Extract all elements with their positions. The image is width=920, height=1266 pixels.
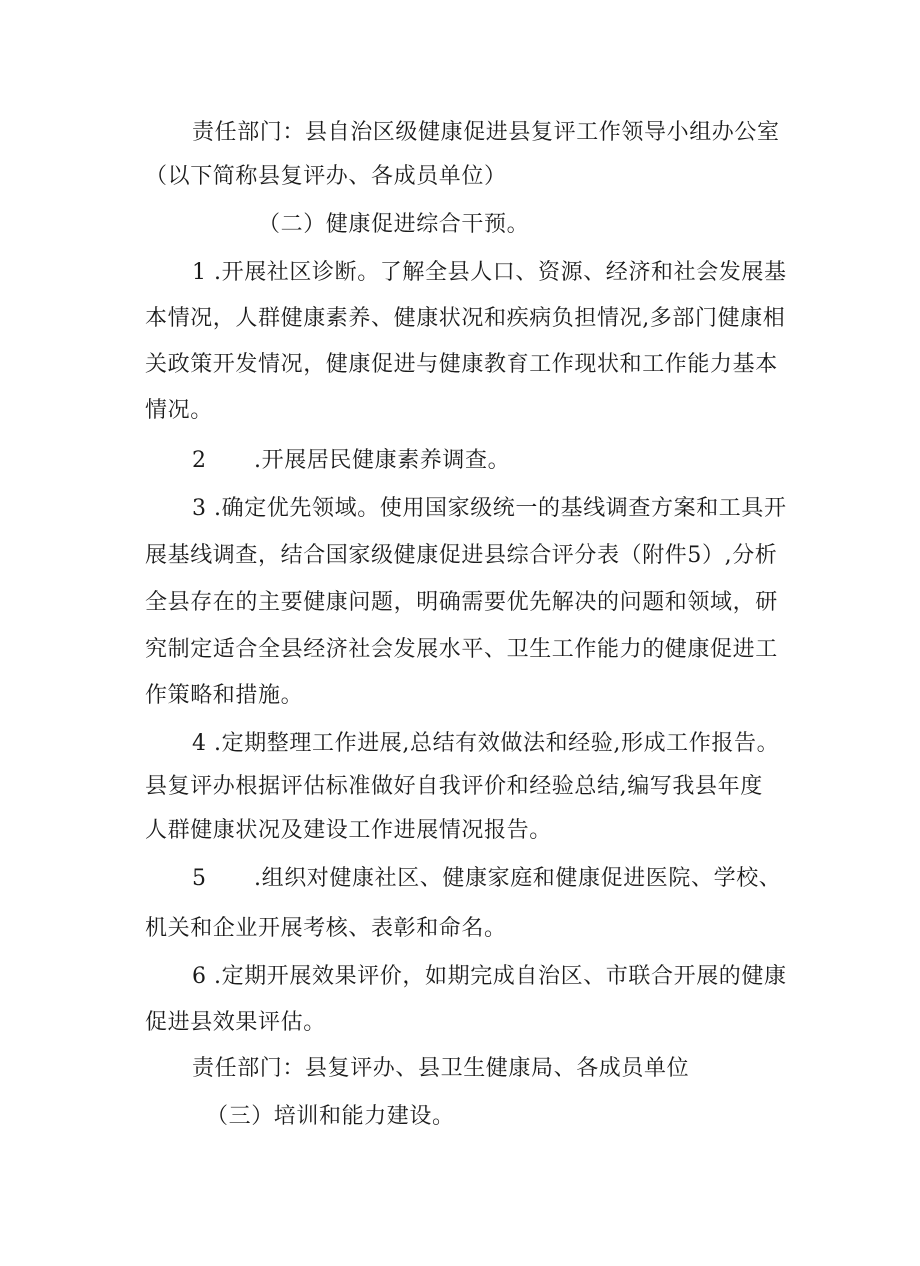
item-3-number: 3 bbox=[192, 496, 207, 521]
section-heading-3: （三）培训和能力建设。 bbox=[206, 1104, 455, 1129]
item-1-line-1 bbox=[192, 258, 787, 288]
section-heading-2: （二）健康促进综合干预。 bbox=[258, 212, 530, 237]
item-1-line-3: 关政策开发情况，健康促进与健康教育工作现状和工作能力基本 bbox=[145, 352, 778, 377]
item-6-text-1: .定期开展效果评价，如期完成自治区、市联合开展的健康 bbox=[214, 964, 787, 989]
item-2-number: 2 bbox=[192, 448, 207, 473]
item-1-line-2: 本情况，人群健康素养、健康状况和疾病负担情况,多部门健康相 bbox=[145, 306, 786, 331]
item-2-text-1: .开展居民健康素养调查。 bbox=[254, 448, 511, 473]
item-6-line-1 bbox=[192, 962, 787, 992]
item-4-text-1: .定期整理工作进展,总结有效做法和经验,形成工作报告。 bbox=[214, 731, 780, 756]
item-4-line-1 bbox=[192, 729, 779, 759]
item-3-line-3: 全县存在的主要健康问题，明确需要优先解决的问题和领域，研 bbox=[145, 590, 778, 615]
item-3-line-4: 究制定适合全县经济社会发展水平、卫生工作能力的健康促进工 bbox=[145, 637, 778, 662]
item-5-number: 5 bbox=[192, 866, 207, 891]
item-4-number: 4 bbox=[192, 731, 207, 756]
responsibility-line-1: 责任部门：县自治区级健康促进县复评工作领导小组办公室 bbox=[192, 120, 780, 145]
item-1-line-4: 情况。 bbox=[145, 398, 213, 423]
responsibility-line-3: 责任部门：县复评办、县卫生健康局、各成员单位 bbox=[192, 1056, 690, 1081]
item-1-number: 1 bbox=[192, 260, 207, 285]
item-2-line-1 bbox=[192, 446, 510, 476]
item-3-line-1 bbox=[192, 494, 787, 524]
item-1-text-1: .开展社区诊断。了解全县人口、资源、经济和社会发展基 bbox=[214, 260, 787, 285]
item-6-line-2: 促进县效果评估。 bbox=[145, 1010, 326, 1035]
item-3-line-2: 展基线调查，结合国家级健康促进县综合评分表（附件5）,分析 bbox=[145, 543, 778, 568]
item-3-line-5: 作策略和措施。 bbox=[145, 683, 304, 708]
item-5-line-2: 机关和企业开展考核、表彰和命名。 bbox=[145, 916, 507, 941]
item-5-line-1 bbox=[192, 864, 781, 894]
responsibility-line-2: （以下简称县复评办、各成员单位） bbox=[145, 164, 507, 189]
item-3-text-1: .确定优先领域。使用国家级统一的基线调查方案和工具开 bbox=[214, 496, 787, 521]
item-4-line-2: 县复评办根据评估标准做好自我评价和经验总结,编写我县年度 bbox=[145, 774, 763, 799]
item-5-text-1: .组织对健康社区、健康家庭和健康促进医院、学校、 bbox=[254, 866, 782, 891]
item-4-line-3: 人群健康状况及建设工作进展情况报告。 bbox=[145, 818, 552, 843]
item-6-number: 6 bbox=[192, 964, 207, 989]
